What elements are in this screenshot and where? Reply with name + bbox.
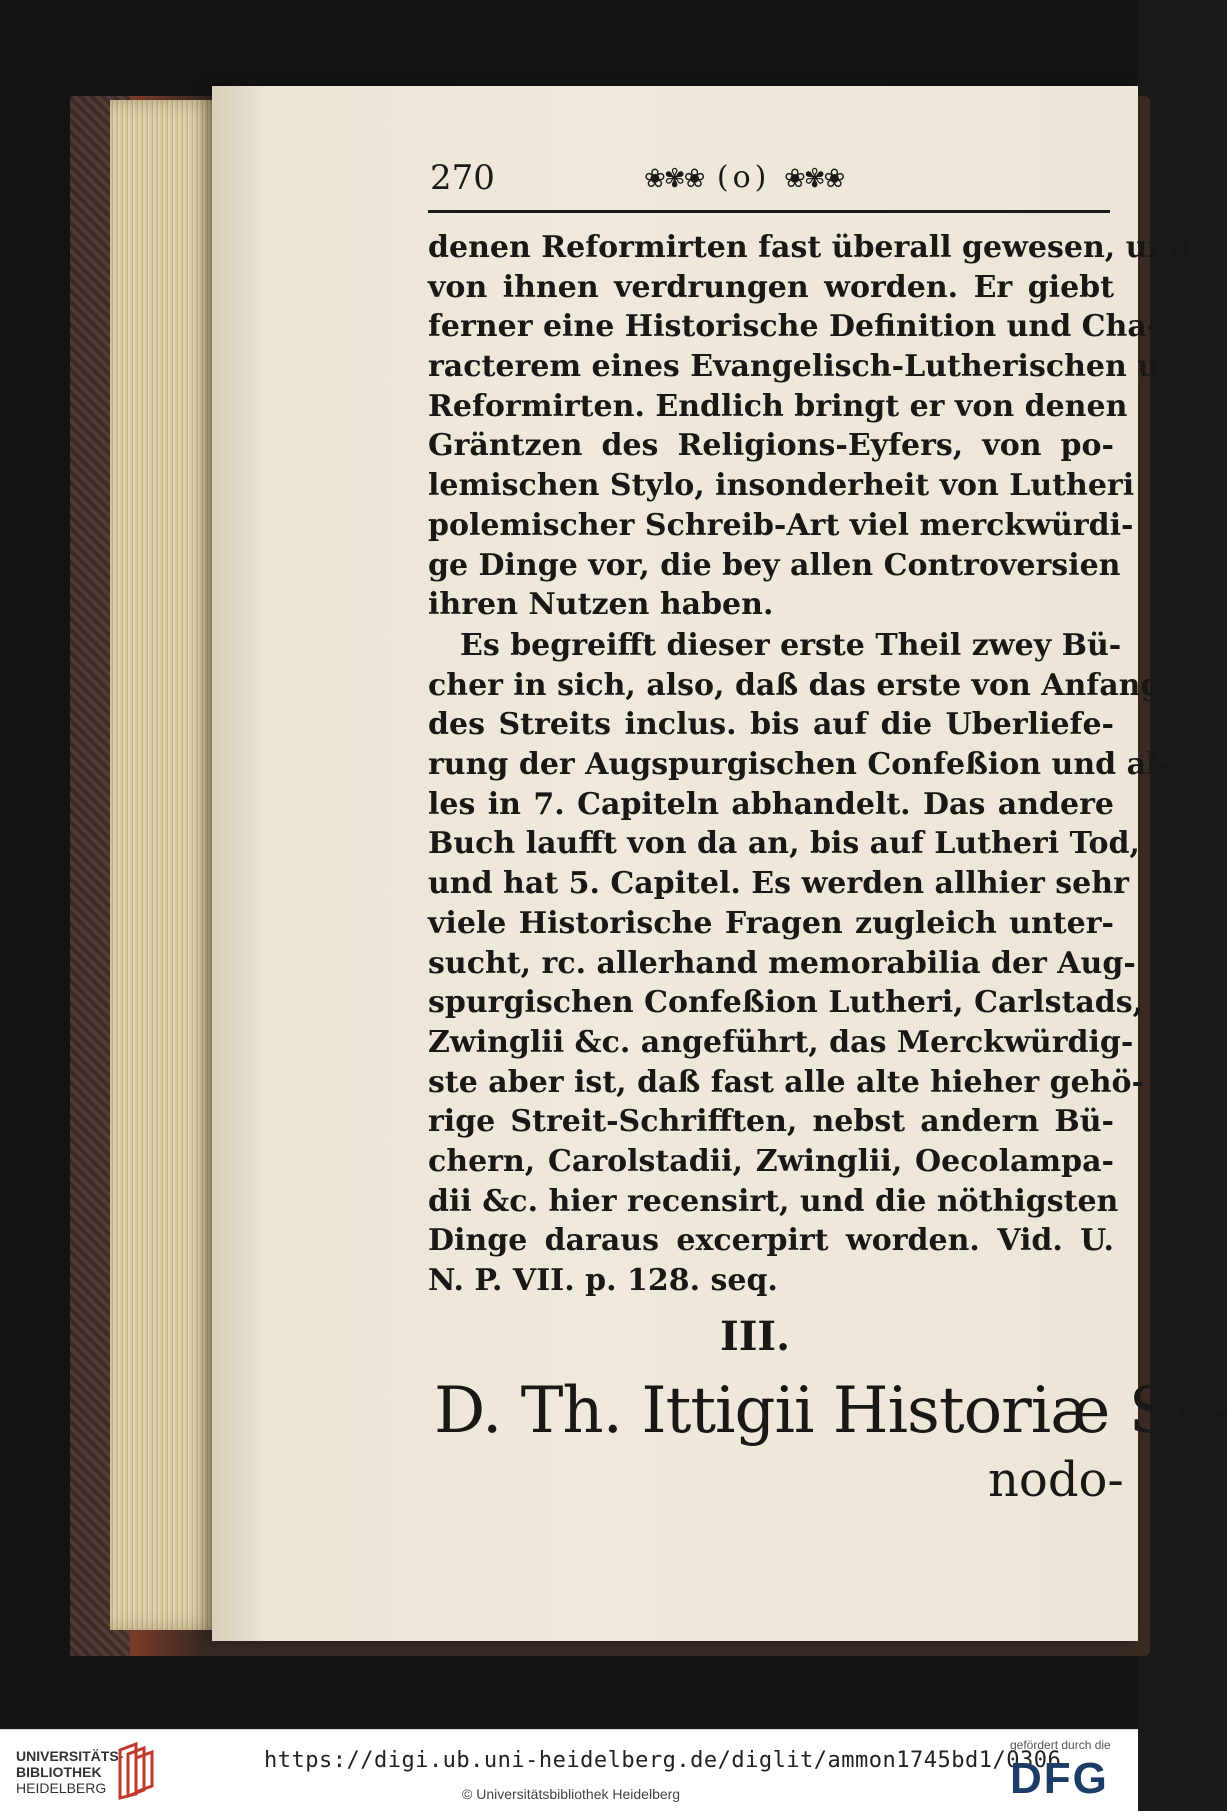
permalink-url[interactable]: https://digi.ub.uni-heidelberg.de/diglit/ammon1745bd1/0306 xyxy=(264,1748,1062,1773)
text-line: racterem eines Evangelisch-Lutherischen und xyxy=(428,349,1202,385)
text-line: ste aber ist, daß fast alle alte hieher gehö- xyxy=(428,1064,1145,1100)
catchword: nodo- xyxy=(988,1452,1124,1508)
text-line: Buch laufft von da an, bis auf Lutheri Tod, xyxy=(428,826,1140,862)
paragraph-2 xyxy=(428,626,1170,1301)
text-line: cher in sich, also, daß das erste von Anfang xyxy=(428,667,1162,703)
text-line: des Streits inclus. bis auf die Uberliefe- xyxy=(428,707,1114,743)
text-line: sucht, rc. allerhand memorabilia der Aug- xyxy=(428,945,1136,981)
text-line: lemischen Stylo, insonderheit von Lutheri xyxy=(428,468,1135,504)
text-line: Es begreifft dieser erste Theil zwey Bü- xyxy=(460,628,1122,663)
library-name[interactable] xyxy=(16,1748,123,1796)
library-name-line: UNIVERSITÄTS- xyxy=(16,1748,124,1764)
text-line: von ihnen verdrungen worden. Er giebt xyxy=(428,269,1114,305)
text-line: ge Dinge vor, die bey allen Controversien xyxy=(428,547,1121,583)
text-line: dii &c. hier recensirt, und die nöthigsten xyxy=(428,1183,1119,1219)
dfg-logo[interactable]: DFG xyxy=(1010,1754,1109,1803)
funding-label: gefördert durch die xyxy=(1010,1738,1111,1752)
header-ornament xyxy=(644,160,843,195)
header-rule xyxy=(428,210,1110,213)
copyright-notice: © Universitätsbibliothek Heidelberg xyxy=(462,1786,681,1802)
text-line: und hat 5. Capitel. Es werden allhier sehr xyxy=(428,866,1129,902)
header-ornament-text: (o) xyxy=(716,160,771,195)
text-line: Dinge daraus excerpirt worden. Vid. U. xyxy=(428,1223,1114,1259)
library-name-line: BIBLIOTHEK xyxy=(16,1764,102,1780)
library-logo-icon[interactable] xyxy=(114,1740,158,1800)
text-line: ferner eine Historische Definition und Cha- xyxy=(428,309,1160,345)
paragraph-1 xyxy=(428,228,1202,625)
text-line: les in 7. Capiteln abhandelt. Das andere xyxy=(428,786,1114,822)
page-number: 270 xyxy=(430,158,495,198)
section-title: D. Th. Ittigii Historiæ Sy- xyxy=(434,1374,1227,1448)
text-line: Zwinglii &c. angeführt, das Merckwürdig- xyxy=(428,1024,1134,1060)
text-line: rige Streit-Schrifften, nebst andern Bü- xyxy=(428,1104,1114,1140)
page-edges xyxy=(110,100,220,1630)
left-ornament-icon: ❀✾❀ xyxy=(644,164,704,194)
text-line: viele Historische Fragen zugleich unter- xyxy=(428,905,1114,941)
text-line: polemischer Schreib-Art viel merckwürdi- xyxy=(428,507,1134,543)
viewer-footer xyxy=(0,1729,1138,1811)
text-line: Reformirten. Endlich bringt er von denen xyxy=(428,388,1128,424)
text-line: Gräntzen des Religions-Eyfers, von po- xyxy=(428,428,1114,464)
library-name-line: HEIDELBERG xyxy=(16,1780,107,1796)
section-numeral: III. xyxy=(720,1313,791,1360)
right-ornament-icon: ❀✾❀ xyxy=(783,164,844,194)
text-line: N. P. VII. p. 128. seq. xyxy=(428,1263,778,1298)
text-line: spurgischen Confeßion Lutheri, Carlstads, xyxy=(428,985,1144,1021)
text-line: rung der Augspurgischen Confeßion und al- xyxy=(428,747,1170,783)
running-header xyxy=(430,158,1110,208)
text-line: ihren Nutzen haben. xyxy=(428,587,774,623)
text-line: denen Reformirten fast überall gewesen, und xyxy=(428,230,1191,265)
text-line: chern, Carolstadii, Zwinglii, Oecolampa- xyxy=(428,1143,1114,1179)
